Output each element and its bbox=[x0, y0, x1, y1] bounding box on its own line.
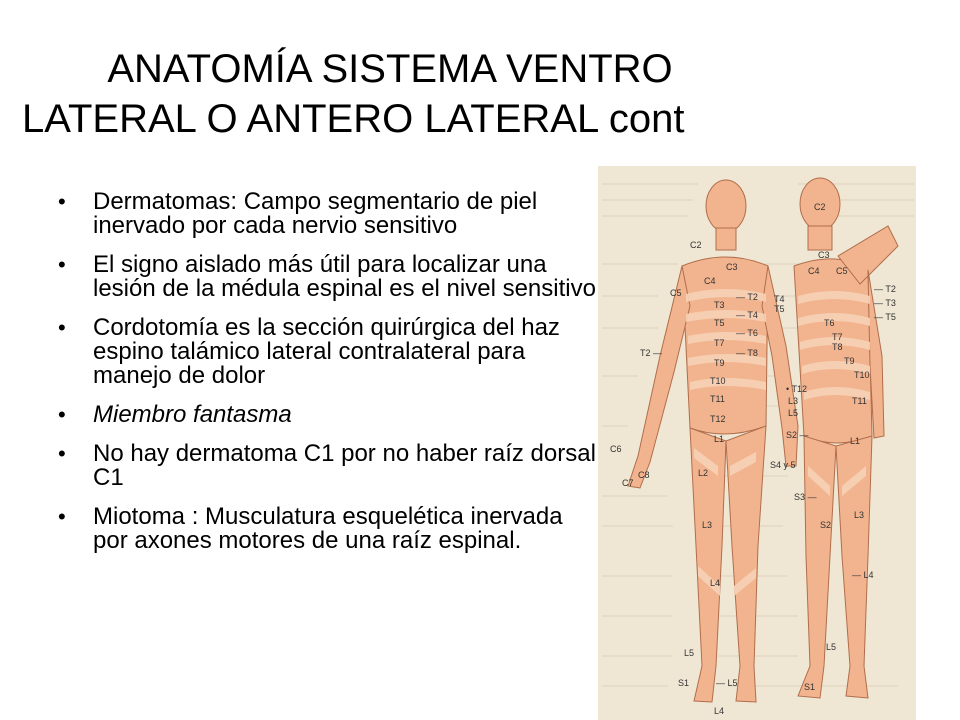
label-c6: C6 bbox=[610, 444, 622, 454]
label-l5-foot: — L5 bbox=[716, 678, 738, 688]
bullet-item bbox=[58, 253, 598, 301]
label-back-l3: L3 bbox=[788, 396, 799, 406]
label-back-t4: T4 bbox=[774, 294, 785, 304]
label-back-s2: S2 — bbox=[786, 430, 809, 440]
label-back-t3: — T3 bbox=[874, 298, 896, 308]
label-l5: L5 bbox=[684, 648, 695, 658]
label-back-t11: T11 bbox=[852, 396, 867, 406]
title-line-2: LATERAL O ANTERO LATERAL cont bbox=[22, 97, 685, 141]
label-back-l4: — L4 bbox=[852, 570, 874, 580]
label-back-t10: T10 bbox=[854, 370, 870, 380]
bullet-text: No hay dermatoma C1 por no haber raíz dorsal C1 bbox=[93, 440, 596, 491]
label-c4: C4 bbox=[704, 276, 716, 286]
bullet-dot: • bbox=[58, 315, 66, 340]
label-back-s3: S3 — bbox=[794, 492, 817, 502]
label-back-l1: L1 bbox=[850, 436, 861, 446]
bullet-text: Cordotomía es la sección quirúrgica del haz espino talámico lateral contralateral para manejo de dolor bbox=[93, 314, 560, 389]
bullet-text: Miotoma : Musculatura esquelética inervada por axones motores de una raíz espinal. bbox=[93, 503, 563, 554]
bullet-item bbox=[58, 505, 598, 553]
bullet-text: Dermatomas: Campo segmentario de piel inervado por cada nervio sensitivo bbox=[93, 188, 538, 239]
label-back-c2: C2 bbox=[814, 202, 826, 212]
label-back-t5b: — T5 bbox=[874, 312, 896, 322]
bullet-dot: • bbox=[58, 441, 66, 466]
title-line-1: ANATOMÍA SISTEMA VENTRO bbox=[107, 47, 673, 91]
label-l4-foot: L4 bbox=[714, 706, 725, 716]
label-t7: T7 bbox=[714, 338, 725, 348]
label-back-l3b: L3 bbox=[854, 510, 865, 520]
label-back-s1: S1 bbox=[804, 682, 816, 692]
label-back-t5: T5 bbox=[774, 304, 785, 314]
label-l4: L4 bbox=[710, 578, 721, 588]
bullet-list bbox=[58, 190, 598, 568]
label-t5: T5 bbox=[714, 318, 725, 328]
label-c8: C8 bbox=[638, 470, 650, 480]
label-c5: C5 bbox=[670, 288, 682, 298]
label-t10: T10 bbox=[710, 376, 726, 386]
label-back-t2: — T2 bbox=[874, 284, 896, 294]
bullet-dot: • bbox=[58, 189, 66, 214]
label-back-c4: C4 bbox=[808, 266, 820, 276]
label-c3: C3 bbox=[726, 262, 738, 272]
bullet-dot: • bbox=[58, 402, 66, 427]
dermatome-figure bbox=[598, 166, 916, 720]
bullet-item bbox=[58, 442, 598, 490]
label-back-t7: T7 bbox=[832, 332, 843, 342]
bullet-item bbox=[58, 316, 598, 388]
label-t3: T3 bbox=[714, 300, 725, 310]
label-back-l5: L5 bbox=[788, 408, 799, 418]
label-back-s4y5: S4 y 5 bbox=[770, 460, 796, 470]
label-back-s2b: S2 bbox=[820, 520, 832, 530]
label-back-c5: C5 bbox=[836, 266, 848, 276]
label-back-t12: • T12 bbox=[786, 384, 807, 394]
label-t12: T12 bbox=[710, 414, 726, 424]
bullet-text: Miembro fantasma bbox=[93, 401, 292, 428]
label-t4: — T4 bbox=[736, 310, 758, 320]
slide-title bbox=[0, 44, 780, 144]
label-t8: — T8 bbox=[736, 348, 758, 358]
label-s1: S1 bbox=[678, 678, 690, 688]
label-c7: C7 bbox=[622, 478, 634, 488]
label-t2: — T2 bbox=[736, 292, 758, 302]
bullet-item bbox=[58, 190, 598, 238]
bullet-dot: • bbox=[58, 504, 66, 529]
label-back-t9: T9 bbox=[844, 356, 855, 366]
label-l3: L3 bbox=[702, 520, 713, 530]
label-t2-arm: T2 — bbox=[640, 348, 663, 358]
label-l1: L1 bbox=[714, 434, 725, 444]
bullet-item bbox=[58, 403, 598, 427]
label-l2: L2 bbox=[698, 468, 709, 478]
label-back-t8: T8 bbox=[832, 342, 843, 352]
bullet-text: El signo aislado más útil para localizar una lesión de la médula espinal es el nivel sensitivo bbox=[93, 251, 596, 302]
label-back-l5b: L5 bbox=[826, 642, 837, 652]
dermatome-illustration bbox=[598, 166, 916, 720]
label-t6: — T6 bbox=[736, 328, 758, 338]
label-c2: C2 bbox=[690, 240, 702, 250]
bullet-dot: • bbox=[58, 252, 66, 277]
label-back-t6: T6 bbox=[824, 318, 835, 328]
label-t11: T11 bbox=[710, 394, 725, 404]
label-back-c3: C3 bbox=[818, 250, 830, 260]
label-t9: T9 bbox=[714, 358, 725, 368]
